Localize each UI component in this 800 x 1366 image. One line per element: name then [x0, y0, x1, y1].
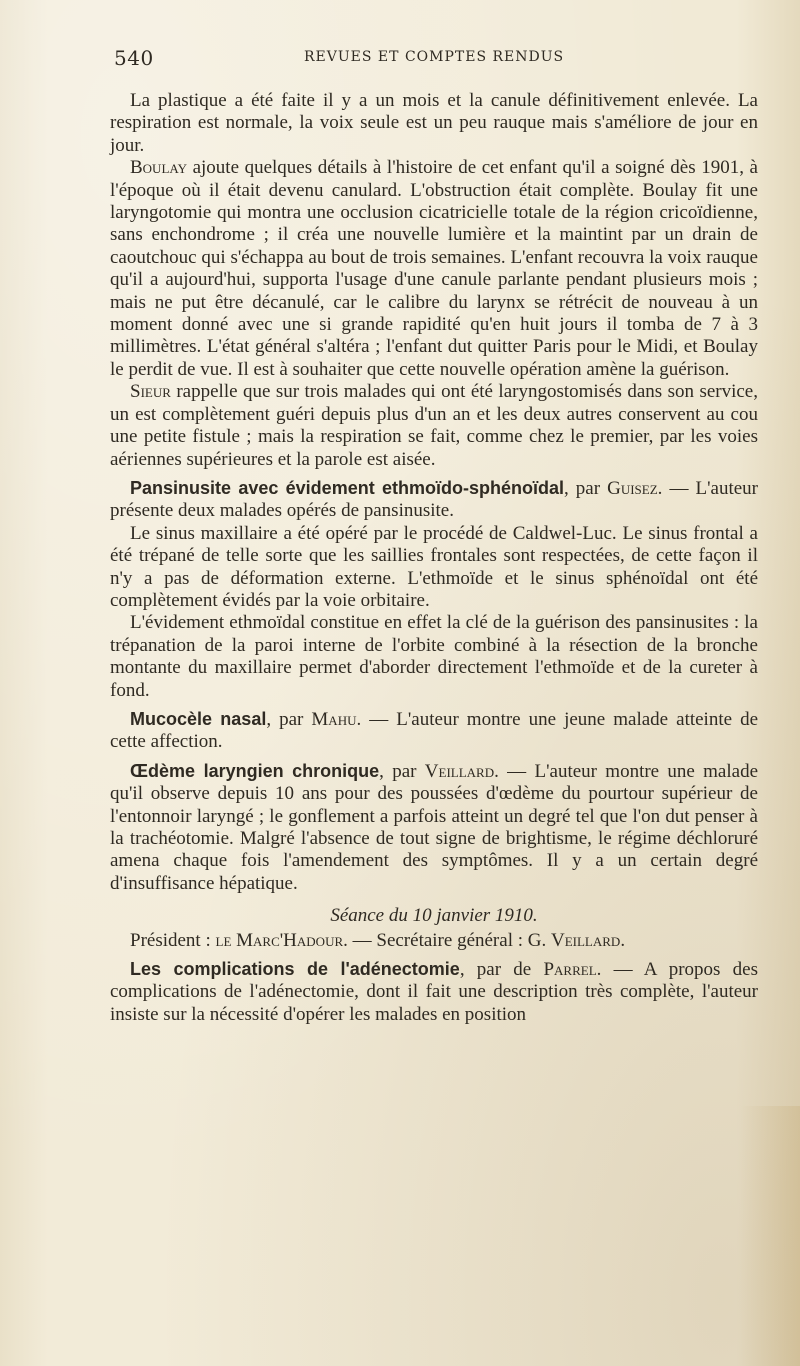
section-heading: Les complications de l'adénectomie — [130, 959, 460, 980]
paragraph-text: . — L'auteur montre une malade qu'il observe depuis 10 ans pour des poussées d'œdème du pourtour supérieur de l'entonnoir laryngé ; le gonflement a parfois atteint un degré tel que l'on dut penser à la trachéotomie. Malgré l'absence de tout signe de brightisme, le régime déchloruré amena chaque fois l'amendement des symptômes. Il y a un certain degré d'insuffisance hépatique. — [110, 760, 759, 894]
paragraph-pansinusite — [110, 477, 758, 523]
paragraph-officers — [110, 930, 758, 952]
page-header — [114, 46, 754, 70]
paragraph-boulay — [110, 157, 758, 381]
paragraph-text: . — Secrétaire général : G. — [343, 929, 551, 951]
session-date: Séance du 10 janvier 1910. — [330, 905, 538, 927]
page-number: 540 — [114, 46, 154, 70]
author-name: Mahu — [311, 708, 357, 730]
paragraph-text: rappelle que sur trois malades qui ont été laryngostomisés dans son service, un est complètement guéri depuis plus d'un an et les deux autres conservent au cou une petite fistule ; mais la respiration se fait, comme chez le premier, par les voies aériennes supérieures et la parole est aisée. — [110, 381, 758, 470]
author-name: Parrel — [543, 959, 597, 981]
section-heading: Mucocèle nasal — [130, 708, 267, 729]
paragraph-text: , par — [266, 708, 312, 730]
author-name: Veillard — [424, 760, 495, 782]
author-name: le Marc'Hadour — [215, 929, 344, 951]
paragraph-text: , par — [379, 760, 425, 782]
paragraph-oedeme — [110, 760, 758, 895]
running-head: REVUES ET COMPTES RENDUS — [304, 49, 565, 65]
paper-stain — [740, 1106, 800, 1366]
paragraph-mucocele — [110, 708, 758, 754]
paragraph-text: Président : — [130, 929, 216, 951]
paragraph-adenectomie — [110, 958, 758, 1026]
paragraph-text: , par de — [459, 959, 544, 981]
author-name: Sieur — [130, 381, 171, 403]
paragraph-evidement: L'évidement ethmoïdal constitue en effet la clé de la guérison des pansinusites : la trépanation de la paroi interne de l'orbite combiné à la résection de la bronche montante du maxillaire permet d'aborder directement l'ethmoïde et de la cureter à fond. — [110, 612, 758, 701]
author-name: Guisez — [607, 477, 658, 499]
author-name: Veillard — [550, 929, 621, 951]
paragraph-text: , par — [563, 477, 608, 499]
body-text — [110, 90, 758, 1026]
paragraph-sinus: Le sinus maxillaire a été opéré par le procédé de Caldwel-Luc. Le sinus frontal a été trépané de telle sorte que les saillies frontales sont respectées, de cette façon il n'y a pas de déformation externe. L'ethmoïde et le sinus sphénoïdal ont été complètement évidés par la voie orbitaire. — [110, 522, 758, 611]
paragraph-text: . — L'auteur présente deux malades opérés de pansinusite. — [110, 477, 758, 522]
paragraph-sieur — [110, 381, 758, 471]
section-heading: Œdème laryngien chronique — [130, 760, 380, 781]
author-name: Boulay — [130, 157, 187, 179]
paragraph-text: . — [620, 929, 626, 951]
paragraph-text: ajoute quelques détails à l'histoire de cet enfant qu'il a soigné dès 1901, à l'époque où il était devenu canulard. L'obstruction était complète. Boulay fit une laryngotomie qui montra une occlusion cicatricielle totale de la région cricoïdienne, sans enchondrome ; il créa une nouvelle lumière et la maintint par un drain de caoutchouc qui s'échappa au bout de trois semaines. L'enfant recouvra la voix rauque qu'il a aujourd'hui, supporta l'usage d'une canule parlante pendant plusieurs mois ; mais ne put être décanulé, car le calibre du larynx se rétrécit de nouveau à un moment donné avec une si grande rapidité qu'en huit jours il tomba de 7 à 3 millimètres. L'état général s'altéra ; l'enfant dut quitter Paris pour le Midi, et Boulay le perdit de vue. Il est à souhaiter que cette nouvelle opération amène la guérison. — [110, 157, 758, 380]
paragraph-text: . — L'auteur montre une jeune malade atteinte de cette affection. — [110, 708, 759, 753]
paragraph-plastique: La plastique a été faite il y a un mois et la canule définitivement enlevée. La respiration est normale, la voix seule est un peu rauque mais s'améliore de jour en jour. — [110, 90, 758, 156]
paragraph-text: . — A propos des complications de l'adénectomie, dont il fait une description très complète, l'auteur insiste sur la nécessité d'opérer les malades en position — [110, 959, 758, 1025]
section-heading: Pansinusite avec évidement ethmoïdo-sphénoïdal — [130, 477, 564, 498]
